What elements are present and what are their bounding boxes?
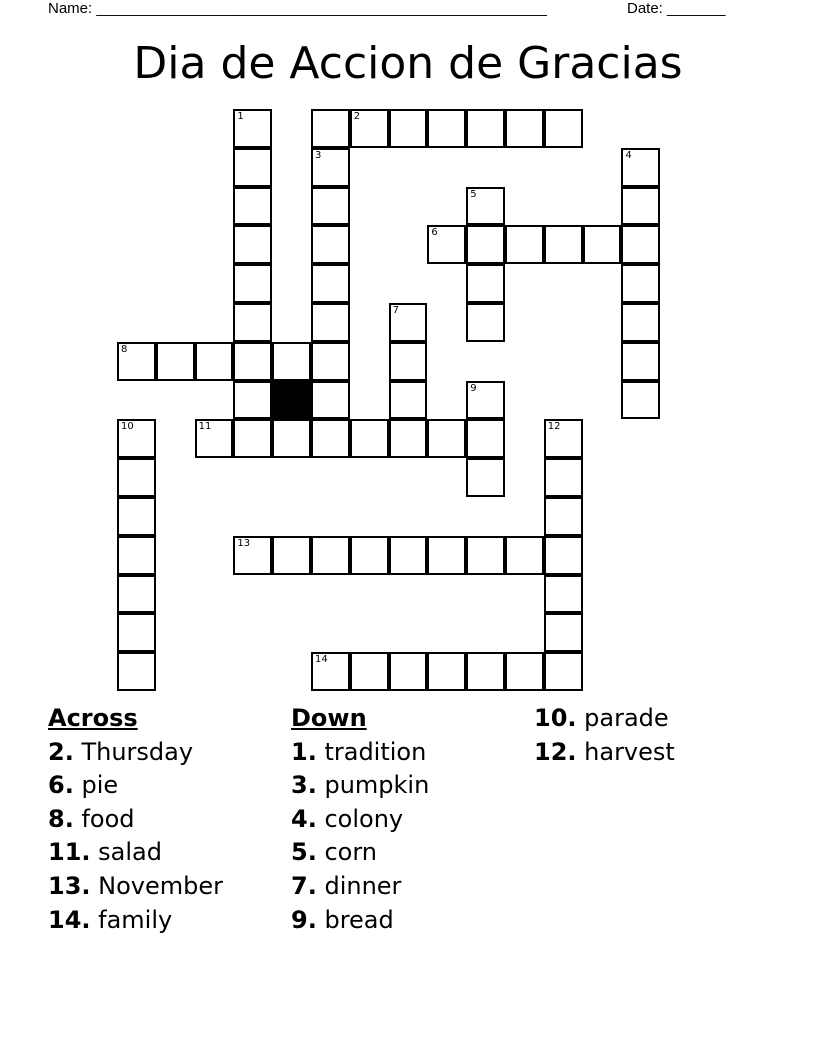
crossword-cell[interactable] — [466, 652, 505, 691]
crossword-cell[interactable] — [427, 109, 466, 148]
clue-item — [48, 769, 223, 803]
crossword-cell[interactable] — [350, 109, 389, 148]
clue-item-number: 6. — [48, 771, 74, 800]
clue-item-text: colony — [316, 804, 404, 833]
clue-number: 2 — [353, 111, 361, 122]
clue-list — [534, 702, 675, 769]
crossword-cell[interactable] — [233, 419, 272, 458]
clue-item-number: 5. — [291, 838, 317, 867]
crossword-cell[interactable] — [156, 342, 195, 381]
crossword-cell[interactable] — [505, 225, 544, 264]
crossword-cell[interactable] — [466, 303, 505, 342]
crossword-cell[interactable] — [621, 187, 660, 226]
crossword-cell[interactable] — [117, 536, 156, 575]
crossword-cell[interactable] — [621, 148, 660, 187]
clue-list — [48, 736, 223, 938]
date-field-label: Date: _______ — [627, 0, 726, 17]
clue-item — [291, 904, 429, 938]
clue-item — [48, 803, 223, 837]
clue-number: 9 — [470, 382, 477, 394]
crossword-cell[interactable] — [389, 303, 428, 342]
clue-item-text: corn — [316, 838, 377, 867]
clue-number: 8 — [121, 343, 128, 355]
crossword-cell[interactable] — [311, 225, 350, 264]
crossword-cell[interactable] — [621, 303, 660, 342]
clue-item — [291, 870, 429, 904]
crossword-cell[interactable] — [621, 225, 660, 264]
crossword-cell[interactable] — [233, 536, 272, 575]
clue-item-text: food — [73, 804, 135, 833]
clue-item-number: 1. — [291, 737, 317, 766]
clue-number: 7 — [392, 305, 399, 316]
clue-number: 10 — [121, 421, 134, 433]
clue-number: 6 — [431, 227, 438, 239]
name-field-label: Name: ______________________________________________________ — [48, 0, 547, 17]
clue-number: 11 — [198, 421, 212, 433]
crossword-cell[interactable] — [311, 652, 350, 691]
crossword-cell[interactable] — [544, 536, 583, 575]
crossword-cell[interactable] — [427, 419, 466, 458]
crossword-cell[interactable] — [350, 536, 389, 575]
clue-number: 1 — [237, 111, 244, 122]
page-title: Dia de Accion de Gracias — [133, 38, 683, 89]
crossword-cell[interactable] — [350, 419, 389, 458]
crossword-cell[interactable] — [544, 109, 583, 148]
crossword-cell[interactable] — [505, 109, 544, 148]
clue-item — [534, 736, 675, 770]
crossword-cell[interactable] — [389, 419, 428, 458]
crossword-cell[interactable] — [117, 419, 156, 458]
clue-item — [291, 769, 429, 803]
clue-item — [48, 836, 223, 870]
clue-number: 4 — [625, 149, 632, 161]
crossword-cell[interactable] — [621, 342, 660, 381]
crossword-cell[interactable] — [389, 652, 428, 691]
clue-item-number: 8. — [48, 804, 74, 833]
crossword-cell[interactable] — [311, 342, 350, 381]
clue-item — [291, 736, 429, 770]
black-square — [272, 381, 311, 420]
clue-item-text: dinner — [316, 871, 402, 900]
clue-item-text: November — [90, 871, 223, 900]
crossword-cell[interactable] — [311, 303, 350, 342]
crossword-cell[interactable] — [311, 536, 350, 575]
crossword-cell[interactable] — [583, 225, 622, 264]
crossword-cell[interactable] — [389, 536, 428, 575]
clue-item-number: 7. — [291, 871, 317, 900]
crossword-cell[interactable] — [466, 187, 505, 226]
clue-item — [291, 836, 429, 870]
crossword-cell[interactable] — [233, 148, 272, 187]
crossword-cell[interactable] — [233, 225, 272, 264]
crossword-cell[interactable] — [195, 419, 234, 458]
crossword-cell[interactable] — [621, 381, 660, 420]
clue-item-number: 10. — [534, 704, 577, 732]
crossword-cell[interactable] — [195, 342, 234, 381]
across-clues — [48, 702, 223, 937]
clue-item-text: harvest — [576, 737, 675, 766]
crossword-cell[interactable] — [117, 613, 156, 652]
crossword-cell[interactable] — [466, 381, 505, 420]
clue-item-number: 4. — [291, 804, 317, 833]
crossword-cell[interactable] — [117, 342, 156, 381]
clue-item-text: pumpkin — [316, 771, 430, 800]
crossword-cell[interactable] — [272, 342, 311, 381]
clue-item — [534, 702, 675, 736]
clue-item-text: family — [90, 905, 173, 934]
clue-number: 3 — [315, 149, 322, 161]
clue-number: 13 — [237, 537, 251, 549]
clue-item-text: Thursday — [73, 737, 194, 766]
crossword-cell[interactable] — [117, 652, 156, 691]
crossword-cell[interactable] — [311, 381, 350, 420]
crossword-cell[interactable] — [621, 264, 660, 303]
crossword-cell[interactable] — [466, 536, 505, 575]
crossword-cell[interactable] — [544, 225, 583, 264]
crossword-cell[interactable] — [427, 536, 466, 575]
clue-item-number: 14. — [48, 905, 91, 934]
crossword-cell[interactable] — [544, 497, 583, 536]
crossword-cell[interactable] — [544, 575, 583, 614]
across-heading: Across — [48, 704, 138, 732]
crossword-cell[interactable] — [466, 264, 505, 303]
crossword-cell[interactable] — [505, 652, 544, 691]
clue-item-text: parade — [576, 704, 669, 732]
crossword-cell[interactable] — [544, 652, 583, 691]
crossword-cell[interactable] — [427, 225, 466, 264]
crossword-cell[interactable] — [233, 381, 272, 420]
clue-item-text: pie — [73, 771, 119, 800]
crossword-cell[interactable] — [311, 148, 350, 187]
crossword-cell[interactable] — [466, 419, 505, 458]
crossword-cell[interactable] — [389, 381, 428, 420]
crossword-cell[interactable] — [544, 613, 583, 652]
crossword-cell[interactable] — [466, 109, 505, 148]
clue-item-text: salad — [90, 838, 162, 867]
clue-number: 14 — [315, 654, 328, 666]
clue-item-number: 11. — [48, 838, 91, 867]
crossword-cell[interactable] — [272, 419, 311, 458]
crossword-cell[interactable] — [350, 652, 389, 691]
clue-item — [48, 736, 223, 770]
crossword-cell[interactable] — [233, 303, 272, 342]
clue-number: 12 — [547, 421, 561, 433]
down-clues — [291, 702, 429, 937]
crossword-cell[interactable] — [544, 458, 583, 497]
crossword-cell[interactable] — [233, 264, 272, 303]
crossword-cell[interactable] — [544, 419, 583, 458]
crossword-cell[interactable] — [233, 109, 272, 148]
clue-item — [291, 803, 429, 837]
crossword-cell[interactable] — [311, 109, 350, 148]
crossword-cell[interactable] — [505, 536, 544, 575]
clue-item — [48, 904, 223, 938]
crossword-cell[interactable] — [427, 652, 466, 691]
crossword-cell[interactable] — [117, 458, 156, 497]
clue-item-number: 12. — [534, 737, 577, 766]
clue-item-number: 13. — [48, 871, 91, 900]
crossword-cell[interactable] — [311, 419, 350, 458]
clue-item-number: 2. — [48, 737, 74, 766]
crossword-cell[interactable] — [117, 575, 156, 614]
crossword-cell[interactable] — [389, 342, 428, 381]
clue-number: 5 — [470, 188, 477, 200]
clue-item — [48, 870, 223, 904]
crossword-cell[interactable] — [466, 458, 505, 497]
clue-item-number: 9. — [291, 905, 317, 934]
clue-item-number: 3. — [291, 771, 317, 800]
crossword-cell[interactable] — [389, 109, 428, 148]
crossword-cell[interactable] — [466, 225, 505, 264]
clue-list — [291, 736, 429, 938]
crossword-cell[interactable] — [233, 187, 272, 226]
down-clues-continued — [534, 702, 675, 769]
clue-item-text: bread — [316, 905, 394, 934]
crossword-cell[interactable] — [272, 536, 311, 575]
crossword-cell[interactable] — [311, 264, 350, 303]
crossword-cell[interactable] — [233, 342, 272, 381]
down-heading: Down — [291, 704, 367, 732]
crossword-cell[interactable] — [117, 497, 156, 536]
crossword-cell[interactable] — [311, 187, 350, 226]
clue-item-text: tradition — [316, 737, 427, 766]
